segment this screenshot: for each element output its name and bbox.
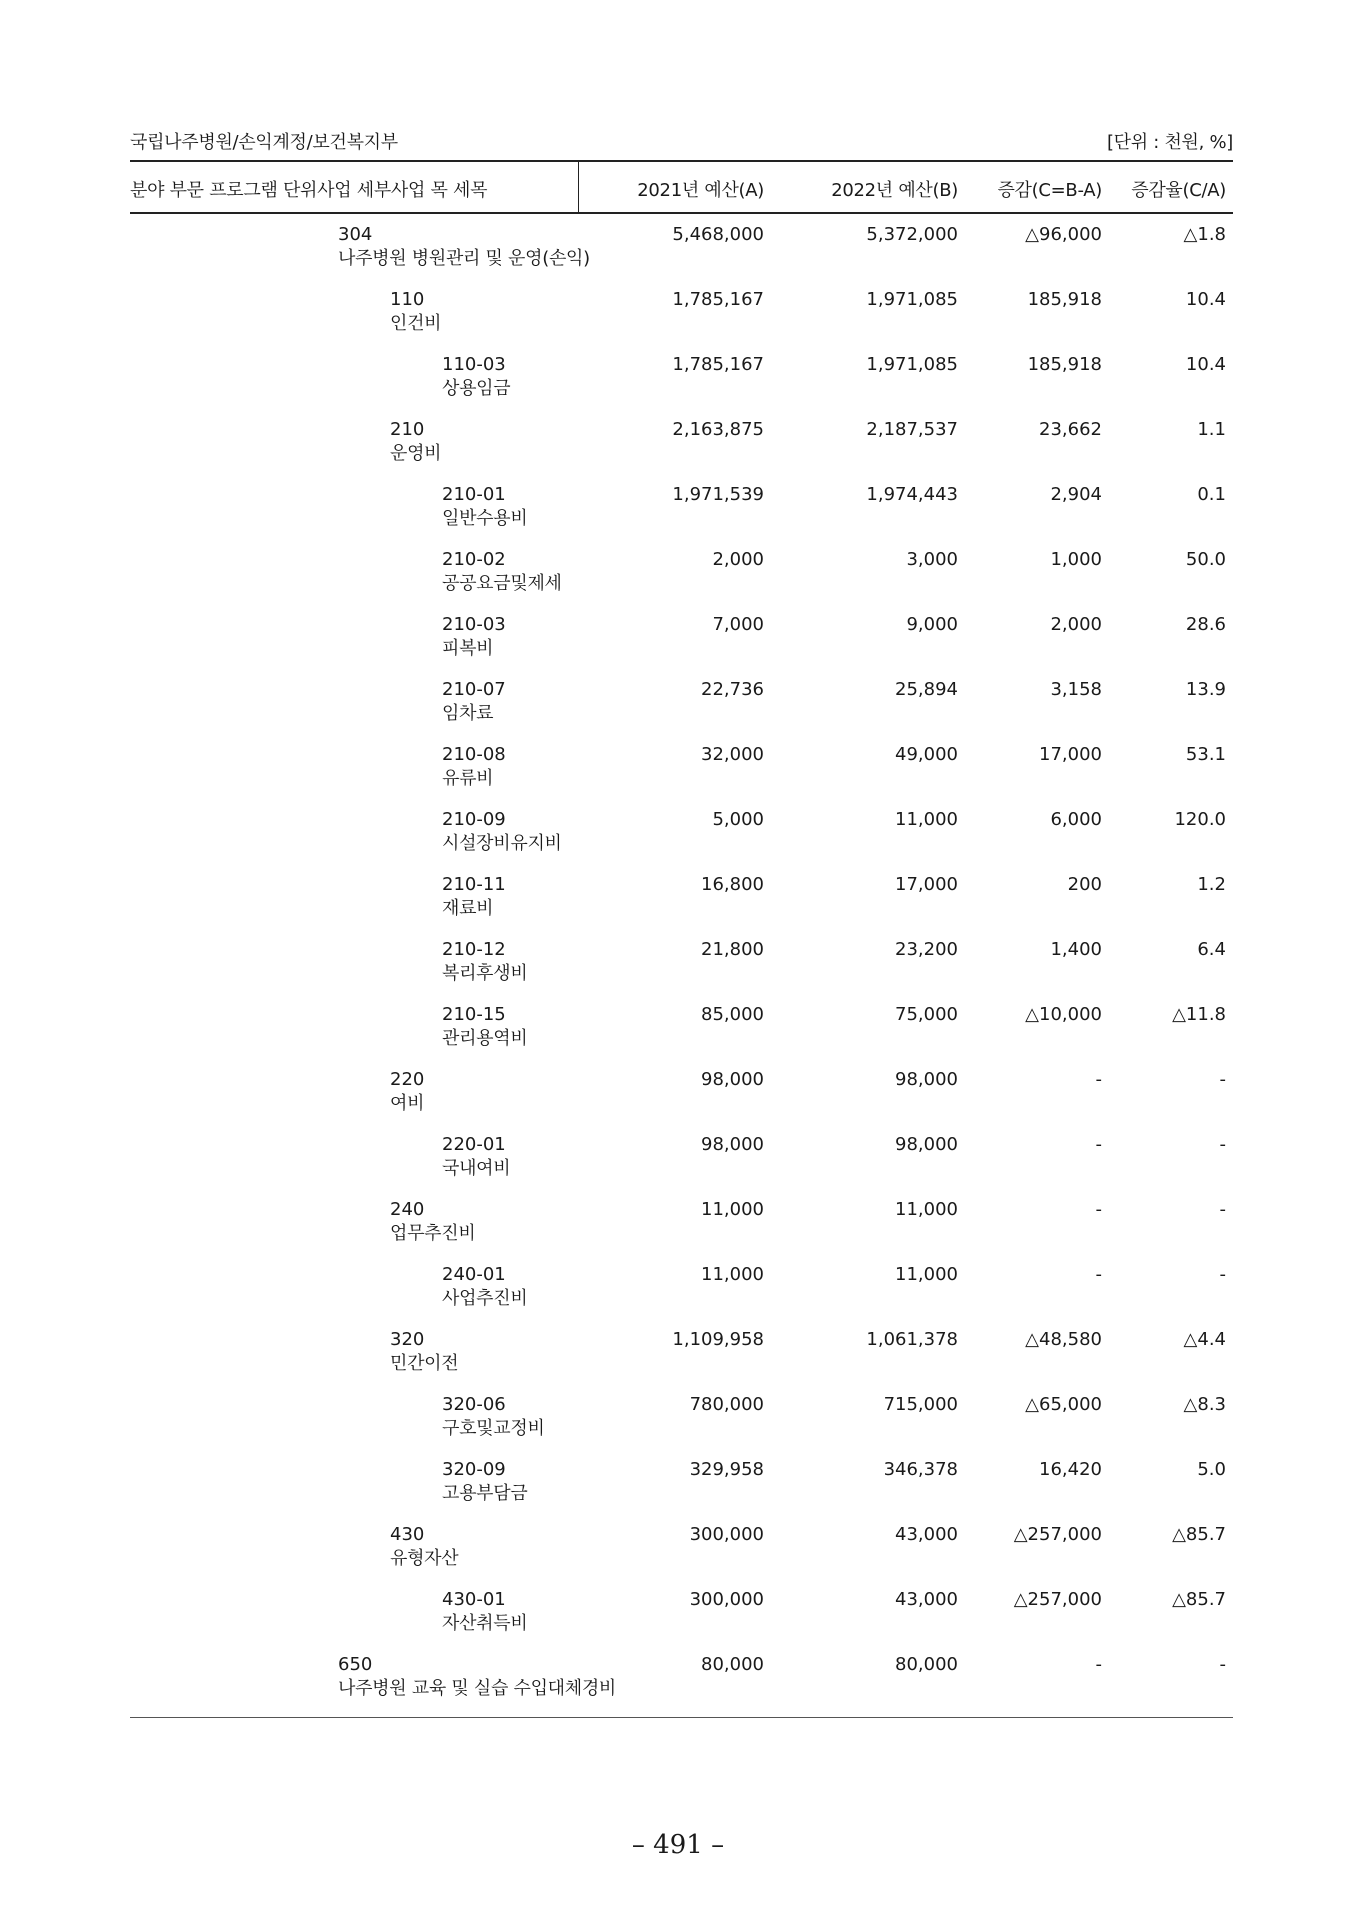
row-change: 2,000: [1050, 614, 1102, 635]
row-budget-2021: 300,000: [689, 1524, 764, 1545]
row-budget-2021: 1,785,167: [672, 289, 764, 310]
row-code: 304: [338, 224, 373, 245]
row-rate: △85.7: [1172, 1589, 1226, 1610]
row-rate: -: [1219, 1654, 1226, 1675]
row-budget-2021: 16,800: [701, 874, 764, 895]
row-change: -: [1095, 1264, 1102, 1285]
row-change: △96,000: [1025, 224, 1102, 245]
row-budget-2022: 23,200: [895, 939, 958, 960]
row-budget-2021: 22,736: [701, 679, 764, 700]
row-name: 나주병원 병원관리 및 운영(손익): [338, 248, 590, 269]
row-rate: 10.4: [1185, 289, 1226, 310]
row-rate: 13.9: [1185, 679, 1226, 700]
row-code: 110-03: [442, 354, 506, 375]
row-budget-2022: 5,372,000: [866, 224, 958, 245]
table-row: [0, 417, 1356, 482]
row-code: 110: [390, 289, 425, 310]
table-row: [0, 1587, 1356, 1652]
row-code: 320-09: [442, 1459, 506, 1480]
row-budget-2021: 11,000: [701, 1199, 764, 1220]
row-rate: △1.8: [1183, 224, 1226, 245]
row-budget-2021: 85,000: [701, 1004, 764, 1025]
page-header: [130, 128, 1233, 154]
row-budget-2021: 1,109,958: [672, 1329, 764, 1350]
table-bottom-rule: [130, 1717, 1233, 1718]
row-budget-2022: 98,000: [895, 1069, 958, 1090]
row-name: 국내여비: [442, 1158, 511, 1179]
row-name: 운영비: [390, 443, 442, 464]
row-budget-2021: 98,000: [701, 1069, 764, 1090]
row-budget-2022: 98,000: [895, 1134, 958, 1155]
row-budget-2021: 329,958: [689, 1459, 764, 1480]
row-name: 업무추진비: [390, 1223, 476, 1244]
budget-table-body: [0, 222, 1356, 1717]
row-change: 2,904: [1050, 484, 1102, 505]
row-rate: 1.2: [1197, 874, 1226, 895]
row-budget-2022: 80,000: [895, 1654, 958, 1675]
table-row: [0, 1392, 1356, 1457]
row-code: 210-03: [442, 614, 506, 635]
row-budget-2021: 32,000: [701, 744, 764, 765]
table-row: [0, 287, 1356, 352]
row-rate: 50.0: [1185, 549, 1226, 570]
table-row: [0, 1067, 1356, 1132]
row-name: 관리용역비: [442, 1028, 528, 1049]
row-change: 16,420: [1039, 1459, 1102, 1480]
row-budget-2022: 43,000: [895, 1524, 958, 1545]
row-code: 430-01: [442, 1589, 506, 1610]
row-budget-2022: 346,378: [883, 1459, 958, 1480]
column-header-budget-2022: 2022년 예산(B): [831, 180, 958, 201]
row-rate: 1.1: [1197, 419, 1226, 440]
table-top-rule: [130, 160, 1233, 162]
row-change: -: [1095, 1654, 1102, 1675]
row-code: 650: [338, 1654, 373, 1675]
column-header-change: 증감(C=B-A): [997, 180, 1102, 201]
row-rate: -: [1219, 1199, 1226, 1220]
row-budget-2022: 2,187,537: [866, 419, 958, 440]
row-budget-2022: 1,971,085: [866, 354, 958, 375]
row-change: 17,000: [1039, 744, 1102, 765]
row-rate: -: [1219, 1134, 1226, 1155]
row-budget-2021: 11,000: [701, 1264, 764, 1285]
row-change: 6,000: [1050, 809, 1102, 830]
column-header-category: 분야 부문 프로그램 단위사업 세부사업 목 세목: [130, 180, 488, 201]
row-name: 피복비: [442, 638, 494, 659]
row-rate: 10.4: [1185, 354, 1226, 375]
row-rate: 53.1: [1185, 744, 1226, 765]
row-name: 나주병원 교육 및 실습 수입대체경비: [338, 1678, 617, 1699]
table-row: [0, 677, 1356, 742]
row-code: 210-09: [442, 809, 506, 830]
unit-label: [단위 : 천원, %]: [1106, 132, 1233, 153]
row-rate: △8.3: [1183, 1394, 1226, 1415]
table-header-rule: [130, 212, 1233, 214]
row-budget-2021: 2,163,875: [672, 419, 764, 440]
table-row: [0, 937, 1356, 1002]
table-row: [0, 547, 1356, 612]
row-change: -: [1095, 1134, 1102, 1155]
column-header-budget-2021: 2021년 예산(A): [637, 180, 764, 201]
column-divider: [578, 162, 579, 212]
row-rate: △11.8: [1172, 1004, 1226, 1025]
row-name: 임차료: [442, 703, 494, 724]
row-change: 185,918: [1027, 354, 1102, 375]
row-code: 210-02: [442, 549, 506, 570]
row-code: 220-01: [442, 1134, 506, 1155]
document-title: 국립나주병원/손익계정/보건복지부: [130, 132, 398, 153]
row-code: 210: [390, 419, 425, 440]
row-change: △10,000: [1025, 1004, 1102, 1025]
row-name: 복리후생비: [442, 963, 528, 984]
row-rate: 6.4: [1197, 939, 1226, 960]
row-name: 재료비: [442, 898, 494, 919]
row-change: -: [1095, 1069, 1102, 1090]
table-row: [0, 482, 1356, 547]
column-header-rate: 증감율(C/A): [1131, 180, 1226, 201]
row-name: 일반수용비: [442, 508, 528, 529]
row-budget-2022: 9,000: [906, 614, 958, 635]
row-budget-2022: 49,000: [895, 744, 958, 765]
row-budget-2021: 2,000: [712, 549, 764, 570]
row-change: 3,158: [1050, 679, 1102, 700]
row-budget-2022: 11,000: [895, 1264, 958, 1285]
row-name: 공공요금및제세: [442, 573, 562, 594]
row-budget-2021: 780,000: [689, 1394, 764, 1415]
row-rate: 28.6: [1185, 614, 1226, 635]
row-rate: 5.0: [1197, 1459, 1226, 1480]
row-budget-2021: 300,000: [689, 1589, 764, 1610]
row-budget-2022: 1,974,443: [866, 484, 958, 505]
row-name: 민간이전: [390, 1353, 459, 1374]
row-code: 240: [390, 1199, 425, 1220]
table-row: [0, 352, 1356, 417]
row-change: -: [1095, 1199, 1102, 1220]
row-budget-2022: 3,000: [906, 549, 958, 570]
row-budget-2022: 11,000: [895, 1199, 958, 1220]
row-rate: △85.7: [1172, 1524, 1226, 1545]
row-rate: 0.1: [1197, 484, 1226, 505]
table-row: [0, 1002, 1356, 1067]
table-row: [0, 1262, 1356, 1327]
row-budget-2021: 21,800: [701, 939, 764, 960]
row-budget-2021: 80,000: [701, 1654, 764, 1675]
table-row: [0, 222, 1356, 287]
table-row: [0, 807, 1356, 872]
row-budget-2022: 25,894: [895, 679, 958, 700]
row-budget-2021: 98,000: [701, 1134, 764, 1155]
row-change: △65,000: [1025, 1394, 1102, 1415]
row-code: 210-11: [442, 874, 506, 895]
row-code: 210-12: [442, 939, 506, 960]
row-rate: -: [1219, 1264, 1226, 1285]
row-name: 구호및교정비: [442, 1418, 545, 1439]
row-change: 23,662: [1039, 419, 1102, 440]
table-row: [0, 1652, 1356, 1717]
table-row: [0, 1457, 1356, 1522]
row-budget-2021: 1,785,167: [672, 354, 764, 375]
row-budget-2021: 7,000: [712, 614, 764, 635]
row-code: 320: [390, 1329, 425, 1350]
row-name: 시설장비유지비: [442, 833, 562, 854]
table-row: [0, 872, 1356, 937]
row-code: 210-08: [442, 744, 506, 765]
table-row: [0, 1197, 1356, 1262]
row-budget-2022: 75,000: [895, 1004, 958, 1025]
row-budget-2022: 11,000: [895, 809, 958, 830]
row-budget-2021: 5,468,000: [672, 224, 764, 245]
row-change: △48,580: [1025, 1329, 1102, 1350]
row-change: 185,918: [1027, 289, 1102, 310]
row-code: 240-01: [442, 1264, 506, 1285]
row-budget-2022: 1,061,378: [866, 1329, 958, 1350]
page-number: – 491 –: [631, 1830, 725, 1860]
row-name: 자산취득비: [442, 1613, 528, 1634]
row-name: 사업추진비: [442, 1288, 528, 1309]
table-row: [0, 612, 1356, 677]
row-budget-2021: 5,000: [712, 809, 764, 830]
row-budget-2022: 715,000: [883, 1394, 958, 1415]
row-budget-2021: 1,971,539: [672, 484, 764, 505]
row-budget-2022: 1,971,085: [866, 289, 958, 310]
row-change: 200: [1067, 874, 1102, 895]
row-code: 210-15: [442, 1004, 506, 1025]
row-code: 210-01: [442, 484, 506, 505]
row-code: 220: [390, 1069, 425, 1090]
row-change: 1,000: [1050, 549, 1102, 570]
row-rate: △4.4: [1183, 1329, 1226, 1350]
table-row: [0, 1522, 1356, 1587]
row-change: △257,000: [1013, 1524, 1102, 1545]
row-name: 유형자산: [390, 1548, 459, 1569]
row-name: 고용부담금: [442, 1483, 528, 1504]
table-row: [0, 1327, 1356, 1392]
row-rate: 120.0: [1174, 809, 1226, 830]
row-budget-2022: 17,000: [895, 874, 958, 895]
row-name: 여비: [390, 1093, 425, 1114]
table-row: [0, 742, 1356, 807]
row-name: 상용임금: [442, 378, 511, 399]
row-code: 210-07: [442, 679, 506, 700]
row-name: 유류비: [442, 768, 494, 789]
row-change: △257,000: [1013, 1589, 1102, 1610]
table-row: [0, 1132, 1356, 1197]
row-budget-2022: 43,000: [895, 1589, 958, 1610]
row-code: 430: [390, 1524, 425, 1545]
row-name: 인건비: [390, 313, 442, 334]
row-rate: -: [1219, 1069, 1226, 1090]
row-change: 1,400: [1050, 939, 1102, 960]
row-code: 320-06: [442, 1394, 506, 1415]
